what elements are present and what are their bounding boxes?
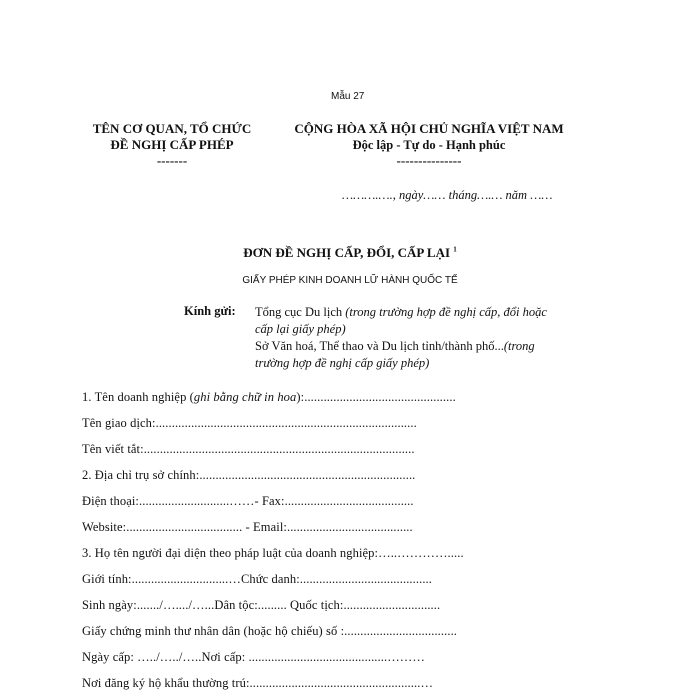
field-company-name-label: 1. Tên doanh nghiệp ( [82,390,194,404]
date-line: ……….…., ngày…… tháng….… năm …… [342,188,553,202]
field-gender-position: Giới tính:..............................…Chức danh:......................................... [82,572,433,586]
addressee-line-4: trường hợp đề nghị cấp giấy phép) [255,356,430,370]
title-footnote: 1 [453,245,457,254]
national-title: CỘNG HÒA XÃ HỘI CHỦ NGHĨA VIỆT NAM [294,121,564,136]
field-company-name [82,390,456,405]
document-title [150,245,550,261]
field-permanent-residence: Nơi đăng ký hộ khẩu thường trú:.....................................................… [82,676,434,690]
document-subtitle: GIẤY PHÉP KINH DOANH LỮ HÀNH QUỐC TẾ [242,275,458,286]
field-website-email: Website:.................................... - Email:....................................... [82,520,413,534]
left-header-rule: ------- [156,153,188,168]
addressee-note-2: (trong [503,339,535,353]
addressee-line-3 [255,338,547,355]
addressee-label: Kính gửi: [184,304,236,318]
field-id-card-number: Giấy chứng minh thư nhân dân (hoặc hộ chiếu) số :................................... [82,624,458,638]
field-short-name: Tên viết tắt:.................................................................................... [82,442,415,456]
field-issue-date-place: Ngày cấp: …../…../…..Nơi cấp: ...........................................……… [82,650,425,664]
right-header [279,121,579,169]
field-legal-representative: 3. Họ tên người đại diện theo pháp luật của doanh nghiệp:…..…………..... [82,546,464,560]
organization-name-label: TÊN CƠ QUAN, TỔ CHỨC [92,121,252,136]
field-head-office-address: 2. Địa chỉ trụ sở chính:................................................................... [82,468,416,482]
requesting-party-label: ĐỀ NGHỊ CẤP PHÉP [110,137,234,152]
form-code: Mẫu 27 [331,91,365,102]
left-header [82,121,262,169]
document-title-text: ĐƠN ĐỀ NGHỊ CẤP, ĐỔI, CẤP LẠI [243,245,451,260]
field-trade-name: Tên giao dịch:................................................................................. [82,416,417,430]
national-motto: Độc lập - Tự do - Hạnh phúc [352,138,506,152]
addressee-provincial-department: Sở Văn hoá, Thể thao và Du lịch tỉnh/thành phố... [255,339,504,353]
field-phone-fax: Điện thoại:............................……- Fax:........................................ [82,494,414,508]
addressee-line-2: cấp lại giấy phép) [255,322,346,336]
field-company-name-dots: ):............................................... [296,390,456,404]
addressee-block [255,304,547,372]
right-header-rule: --------------- [396,153,462,168]
addressee-tourism-authority: Tổng cục Du lịch [255,305,346,319]
addressee-note-1: (trong trường hợp đề nghị cấp, đổi hoặc [345,305,547,319]
field-birth-ethnicity-nationality: Sinh ngày:......./…..../…...Dân tộc:......... Quốc tịch:.............................. [82,598,441,612]
field-company-name-hint: ghi bằng chữ in hoa [193,390,297,404]
addressee-line-1 [255,304,547,321]
